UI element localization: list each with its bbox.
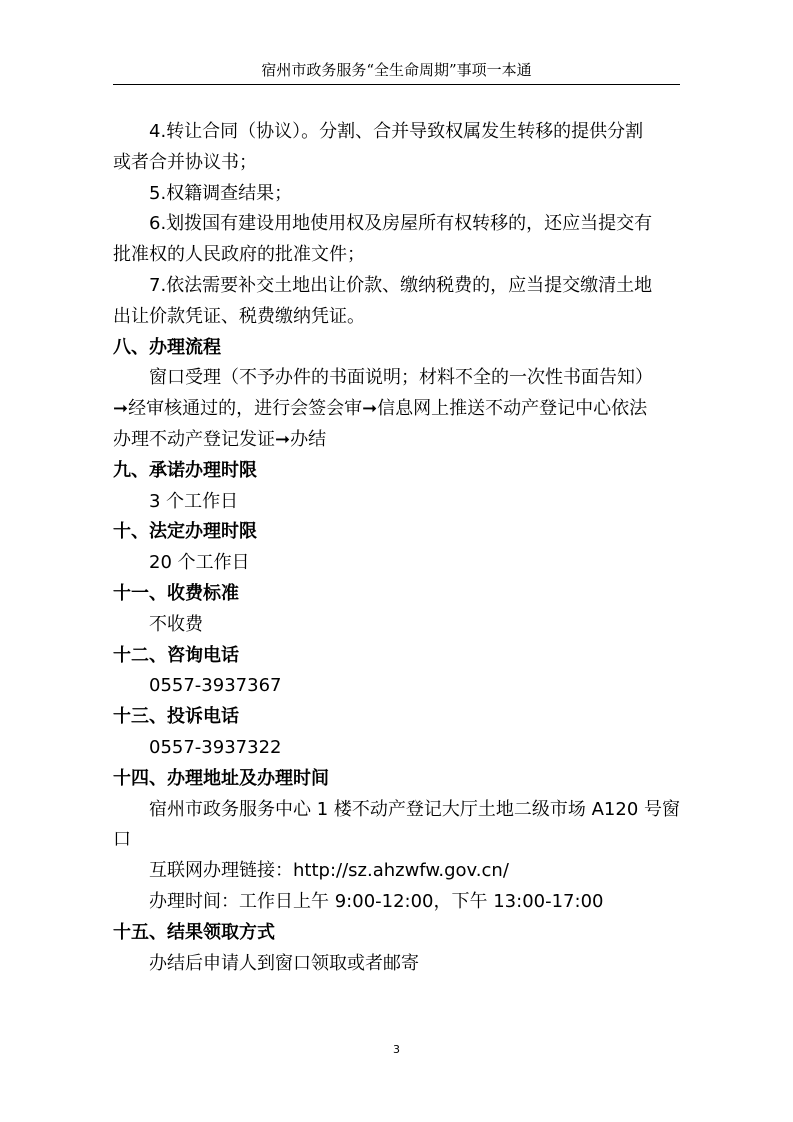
section-11-value: 不收费 bbox=[149, 613, 203, 635]
section-11-heading: 十一、收费标准 bbox=[113, 582, 239, 604]
office-hours: 办理时间：工作日上午 9:00-12:00，下午 13:00-17:00 bbox=[149, 890, 604, 912]
header-divider bbox=[113, 84, 680, 85]
section-8-line-3: 办理不动产登记发证➞办结 bbox=[113, 428, 327, 450]
section-15-value: 办结后申请人到窗口领取或者邮寄 bbox=[149, 952, 419, 974]
complaint-phone: 0557-3937322 bbox=[149, 736, 282, 758]
section-12-heading: 十二、咨询电话 bbox=[113, 644, 239, 666]
section-8-line-2: ➞经审核通过的，进行会签会审➞信息网上推送不动产登记中心依法 bbox=[113, 398, 648, 420]
item-7-line-2: 出让价款凭证、税费缴纳凭证。 bbox=[113, 305, 365, 327]
item-6-line-1: 6.划拨国有建设用地使用权及房屋所有权转移的，还应当提交有 bbox=[149, 213, 653, 235]
section-8-heading: 八、办理流程 bbox=[113, 336, 221, 358]
section-8-line-1: 窗口受理（不予办件的书面说明；材料不全的一次性书面告知） bbox=[149, 367, 653, 389]
item-5: 5.权籍调查结果； bbox=[149, 182, 293, 204]
online-service-link: 互联网办理链接：http://sz.ahzwfw.gov.cn/ bbox=[149, 860, 509, 882]
page-header: 宿州市政务服务“全生命周期”事项一本通 bbox=[261, 61, 532, 79]
item-4-line-1: 4.转让合同（协议）。分割、合并导致权属发生转移的提供分割 bbox=[149, 121, 644, 142]
section-13-heading: 十三、投诉电话 bbox=[113, 706, 239, 728]
item-7-line-1: 7.依法需要补交土地出让价款、缴纳税费的，应当提交缴清土地 bbox=[149, 274, 653, 296]
section-14-heading: 十四、办理地址及办理时间 bbox=[113, 767, 329, 789]
section-15-heading: 十五、结果领取方式 bbox=[113, 921, 275, 943]
section-10-heading: 十、法定办理时限 bbox=[113, 521, 257, 543]
section-14-address-line-1: 宿州市政务服务中心 1 楼不动产登记大厅土地二级市场 A120 号窗 bbox=[149, 798, 681, 820]
section-9-heading: 九、承诺办理时限 bbox=[113, 459, 257, 481]
page-number: 3 bbox=[393, 1043, 400, 1056]
document-body bbox=[113, 117, 680, 979]
item-6-line-2: 批准权的人民政府的批准文件； bbox=[113, 244, 365, 266]
section-14-address-line-2: 口 bbox=[113, 829, 131, 851]
consultation-phone: 0557-3937367 bbox=[149, 675, 282, 697]
item-4-line-2: 或者合并协议书； bbox=[113, 151, 257, 173]
section-10-value: 20 个工作日 bbox=[149, 552, 250, 574]
section-9-value: 3 个工作日 bbox=[149, 490, 239, 512]
